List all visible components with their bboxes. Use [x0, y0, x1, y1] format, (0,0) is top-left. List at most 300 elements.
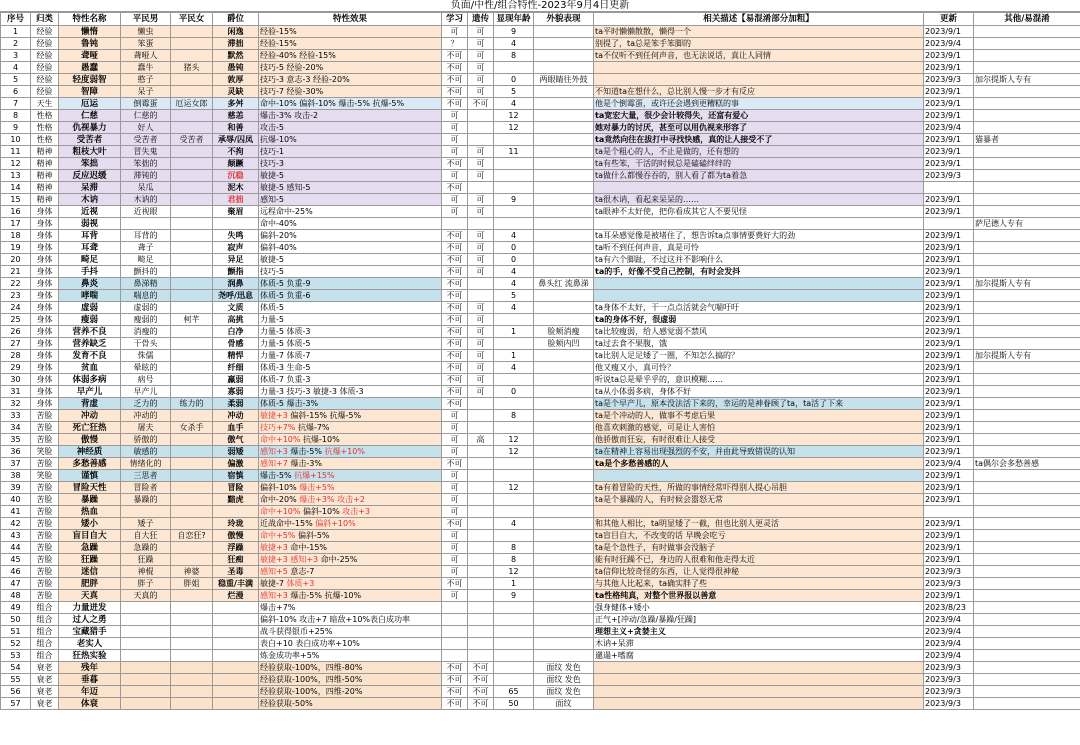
- table-cell: 正气+[冲动/急躁/暴躁/狂躁]: [594, 614, 924, 626]
- table-cell: 不可: [442, 86, 468, 98]
- table-cell: [171, 254, 213, 266]
- table-cell: ta听不到任何声音，真是可怜: [594, 242, 924, 254]
- table-cell: 老实人: [59, 638, 121, 650]
- table-cell: 暴躁的: [121, 494, 171, 506]
- table-cell: 多愁善感: [59, 458, 121, 470]
- table-cell: 耳聋: [59, 242, 121, 254]
- table-cell: 聚眉: [213, 206, 259, 218]
- table-cell: [534, 566, 594, 578]
- table-cell: 28: [1, 350, 31, 362]
- table-cell: [974, 38, 1080, 50]
- table-cell: [171, 326, 213, 338]
- table-cell: [468, 182, 494, 194]
- table-cell: 2023/9/3: [924, 674, 974, 686]
- table-cell: 12: [494, 110, 534, 122]
- table-cell: 26: [1, 326, 31, 338]
- table-cell: [171, 194, 213, 206]
- table-cell: 4: [494, 230, 534, 242]
- table-cell: 发育不良: [59, 350, 121, 362]
- table-cell: [534, 614, 594, 626]
- table-cell: [213, 638, 259, 650]
- table-cell: 年迈: [59, 686, 121, 698]
- table-row: [1, 458, 1080, 470]
- table-cell: [534, 302, 594, 314]
- table-cell: 感知+3 爆击-5% 抗爆-10%: [259, 590, 442, 602]
- table-cell: [213, 698, 259, 710]
- table-cell: 不可: [442, 74, 468, 86]
- table-cell: 可: [442, 146, 468, 158]
- table-cell: 2023/9/4: [924, 626, 974, 638]
- table-cell: 不可: [468, 674, 494, 686]
- table-cell: 不可: [442, 338, 468, 350]
- table-cell: 偏斜-10% 爆击+5%: [259, 482, 442, 494]
- table-cell: 不可: [442, 266, 468, 278]
- table-cell: ta是个冲动的人，做事不考虑后果: [594, 410, 924, 422]
- table-cell: 寡弱: [213, 386, 259, 398]
- table-cell: 4: [494, 362, 534, 374]
- table-cell: [213, 506, 259, 518]
- table-cell: 56: [1, 686, 31, 698]
- column-header: 显现年龄: [494, 13, 534, 26]
- table-cell: ta眼神不太好使，把你看成其它人不要见怪: [594, 206, 924, 218]
- table-cell: 可: [468, 386, 494, 398]
- table-cell: 颤抖的: [121, 266, 171, 278]
- table-row: [1, 338, 1080, 350]
- table-cell: 5: [494, 86, 534, 98]
- table-cell: 身体: [31, 242, 59, 254]
- table-cell: [534, 122, 594, 134]
- table-cell: [494, 422, 534, 434]
- table-cell: 14: [1, 182, 31, 194]
- table-row: [1, 410, 1080, 422]
- table-cell: 神棍: [121, 566, 171, 578]
- table-cell: ta信仰比较奇怪的东西，让人觉得很神秘: [594, 566, 924, 578]
- column-header: 特性效果: [259, 13, 442, 26]
- table-row: [1, 578, 1080, 590]
- table-cell: 君拙: [213, 194, 259, 206]
- table-row: [1, 590, 1080, 602]
- table-row: [1, 662, 1080, 674]
- table-cell: 组合: [31, 602, 59, 614]
- table-cell: [171, 446, 213, 458]
- table-cell: 弱矮: [213, 446, 259, 458]
- table-cell: 宿慎: [213, 470, 259, 482]
- table-cell: [594, 470, 924, 482]
- table-cell: [974, 614, 1080, 626]
- table-cell: [213, 614, 259, 626]
- table-cell: 不可: [442, 182, 468, 194]
- table-cell: 不可: [442, 98, 468, 110]
- table-cell: 加尔提斯人专有: [974, 278, 1080, 290]
- table-cell: 感知+5 意志-7: [259, 566, 442, 578]
- table-cell: 8: [494, 542, 534, 554]
- table-cell: 他是个倒霉蛋，或许还会遇到更糟糕的事: [594, 98, 924, 110]
- table-cell: [121, 218, 171, 230]
- table-cell: 可: [442, 170, 468, 182]
- table-cell: [171, 374, 213, 386]
- table-cell: [534, 290, 594, 302]
- table-cell: 2023/9/1: [924, 206, 974, 218]
- table-cell: 5: [1, 74, 31, 86]
- table-cell: 近视: [59, 206, 121, 218]
- table-row: [1, 482, 1080, 494]
- traits-table: [0, 12, 1080, 710]
- table-row: [1, 350, 1080, 362]
- table-cell: 46: [1, 566, 31, 578]
- table-cell: 过人之勇: [59, 614, 121, 626]
- table-cell: [494, 206, 534, 218]
- table-cell: [494, 398, 534, 410]
- table-cell: 2023/9/1: [924, 266, 974, 278]
- table-cell: [468, 482, 494, 494]
- table-cell: [534, 554, 594, 566]
- table-cell: 不可: [442, 62, 468, 74]
- table-cell: [974, 662, 1080, 674]
- table-cell: 聋子: [121, 242, 171, 254]
- table-cell: 身体: [31, 350, 59, 362]
- table-cell: [171, 542, 213, 554]
- table-row: [1, 86, 1080, 98]
- table-cell: [594, 218, 924, 230]
- table-cell: [171, 206, 213, 218]
- table-cell: [171, 362, 213, 374]
- table-row: [1, 74, 1080, 86]
- table-cell: 1: [494, 326, 534, 338]
- table-cell: 2023/9/1: [924, 242, 974, 254]
- table-cell: 晕眩的: [121, 362, 171, 374]
- table-cell: 可: [442, 122, 468, 134]
- table-cell: [594, 686, 924, 698]
- table-cell: 偏斜-20%: [259, 230, 442, 242]
- table-cell: 可: [468, 86, 494, 98]
- table-cell: 呆瓜: [121, 182, 171, 194]
- table-cell: 2023/9/1: [924, 302, 974, 314]
- table-cell: 好人: [121, 122, 171, 134]
- table-cell: 力量-5: [259, 314, 442, 326]
- table-cell: [468, 110, 494, 122]
- table-cell: ta偶尔会多愁善感: [974, 458, 1080, 470]
- table-cell: 血手: [213, 422, 259, 434]
- table-cell: [171, 242, 213, 254]
- table-cell: [494, 458, 534, 470]
- table-cell: [974, 518, 1080, 530]
- table-cell: [121, 614, 171, 626]
- table-cell: 呆滞: [59, 182, 121, 194]
- table-cell: 3: [1, 50, 31, 62]
- table-cell: 34: [1, 422, 31, 434]
- table-cell: 命中-20% 爆击+3% 攻击+2: [259, 494, 442, 506]
- table-cell: 可: [468, 230, 494, 242]
- table-cell: ta比较瘦弱，给人感觉弱不禁风: [594, 326, 924, 338]
- table-cell: 19: [1, 242, 31, 254]
- table-cell: [442, 638, 468, 650]
- table-cell: [534, 350, 594, 362]
- table-cell: 急躁的: [121, 542, 171, 554]
- table-cell: 苦脸: [31, 554, 59, 566]
- table-cell: 苦脸: [31, 422, 59, 434]
- table-row: [1, 554, 1080, 566]
- table-cell: [974, 290, 1080, 302]
- table-cell: [974, 62, 1080, 74]
- table-cell: 滞钝的: [121, 170, 171, 182]
- table-cell: 4: [494, 518, 534, 530]
- table-cell: 21: [1, 266, 31, 278]
- table-cell: 可: [442, 434, 468, 446]
- table-cell: 30: [1, 374, 31, 386]
- table-cell: 1: [494, 578, 534, 590]
- table-cell: [468, 398, 494, 410]
- table-cell: 衰老: [31, 662, 59, 674]
- table-cell: [171, 74, 213, 86]
- table-row: [1, 182, 1080, 194]
- table-cell: [171, 650, 213, 662]
- table-cell: 矮子: [121, 518, 171, 530]
- table-cell: 组合: [31, 614, 59, 626]
- table-cell: [534, 374, 594, 386]
- table-cell: 羸弱: [213, 374, 259, 386]
- table-cell: 身体: [31, 302, 59, 314]
- table-cell: 营养不良: [59, 326, 121, 338]
- table-cell: [974, 542, 1080, 554]
- table-cell: 不可: [442, 398, 468, 410]
- table-cell: 4: [1, 62, 31, 74]
- table-cell: ta很木讷，看起来呆呆的……: [594, 194, 924, 206]
- table-cell: [974, 374, 1080, 386]
- table-cell: 远程命中-25%: [259, 206, 442, 218]
- table-row: [1, 158, 1080, 170]
- table-cell: [494, 338, 534, 350]
- table-cell: 病号: [121, 374, 171, 386]
- table-cell: 不可: [442, 242, 468, 254]
- table-cell: [468, 638, 494, 650]
- table-cell: ta有着冒险的天性，所做的事情经常吓得别人提心吊胆: [594, 482, 924, 494]
- table-cell: 敏捷-5 感知-5: [259, 182, 442, 194]
- table-cell: 厄运女郎: [171, 98, 213, 110]
- sheet-title: 负面/中性/组合特性-2023年9月4日更新: [0, 0, 1080, 12]
- table-row: [1, 530, 1080, 542]
- table-cell: 不可: [442, 362, 468, 374]
- table-cell: 12: [494, 446, 534, 458]
- table-cell: 爆击-3% 攻击-2: [259, 110, 442, 122]
- table-cell: [171, 614, 213, 626]
- table-cell: 2023/9/4: [924, 638, 974, 650]
- table-cell: [442, 650, 468, 662]
- table-cell: 8: [1, 110, 31, 122]
- table-row: [1, 422, 1080, 434]
- table-cell: 衰老: [31, 698, 59, 710]
- table-cell: [121, 674, 171, 686]
- table-cell: [468, 578, 494, 590]
- table-cell: [213, 602, 259, 614]
- table-cell: 练力的: [171, 398, 213, 410]
- table-cell: 技巧-1: [259, 146, 442, 158]
- table-cell: 苦脸: [31, 434, 59, 446]
- table-cell: 精神: [31, 182, 59, 194]
- table-cell: 65: [494, 686, 534, 698]
- table-cell: 爆击+7%: [259, 602, 442, 614]
- table-cell: 哮喘: [59, 290, 121, 302]
- table-cell: 智障: [59, 86, 121, 98]
- table-cell: [171, 674, 213, 686]
- table-cell: [974, 158, 1080, 170]
- table-cell: 身体: [31, 230, 59, 242]
- table-cell: 柔弱: [213, 398, 259, 410]
- table-cell: 性格: [31, 122, 59, 134]
- table-cell: 42: [1, 518, 31, 530]
- table-cell: 手抖: [59, 266, 121, 278]
- table-cell: 25: [1, 314, 31, 326]
- table-cell: 经验: [31, 62, 59, 74]
- table-row: [1, 650, 1080, 662]
- table-cell: 2023/9/4: [924, 122, 974, 134]
- table-cell: 8: [494, 50, 534, 62]
- table-cell: 理想主义+贪婪主义: [594, 626, 924, 638]
- table-cell: 敏捷+3 命中-15%: [259, 542, 442, 554]
- table-cell: [213, 662, 259, 674]
- table-cell: 营养缺乏: [59, 338, 121, 350]
- table-cell: 32: [1, 398, 31, 410]
- table-cell: [974, 446, 1080, 458]
- table-cell: 精悍: [213, 350, 259, 362]
- table-cell: [494, 530, 534, 542]
- table-cell: 可: [468, 266, 494, 278]
- table-cell: ta平时懒懒散散，懒得一个: [594, 26, 924, 38]
- table-cell: 瘦弱的: [121, 314, 171, 326]
- table-cell: 近视眼: [121, 206, 171, 218]
- table-cell: [171, 470, 213, 482]
- table-cell: 苦脸: [31, 542, 59, 554]
- table-cell: 2023/9/1: [924, 338, 974, 350]
- table-cell: 24: [1, 302, 31, 314]
- table-cell: 2023/9/3: [924, 662, 974, 674]
- table-cell: 宝藏猎手: [59, 626, 121, 638]
- table-cell: 她对暴力的讨厌，甚至可以用仇视来形容了: [594, 122, 924, 134]
- table-cell: 衰老: [31, 674, 59, 686]
- table-cell: 1: [1, 26, 31, 38]
- table-cell: 2023/9/1: [924, 254, 974, 266]
- table-cell: [121, 698, 171, 710]
- table-cell: 冒险天性: [59, 482, 121, 494]
- table-cell: 仁慈: [59, 110, 121, 122]
- table-cell: [974, 650, 1080, 662]
- table-cell: [974, 578, 1080, 590]
- table-cell: 不知道ta在想什么，总比别人慢一步才有反应: [594, 86, 924, 98]
- table-cell: [468, 566, 494, 578]
- table-cell: 22: [1, 278, 31, 290]
- table-cell: 鼻炎: [59, 278, 121, 290]
- table-row: [1, 50, 1080, 62]
- table-row: [1, 542, 1080, 554]
- table-cell: 体质-3 生命-5: [259, 362, 442, 374]
- table-cell: 可: [468, 338, 494, 350]
- table-cell: 异足: [213, 254, 259, 266]
- table-cell: 2023/9/1: [924, 518, 974, 530]
- table-cell: ta比别人足足矮了一圈，不知怎么搞的？: [594, 350, 924, 362]
- table-cell: 力量迸发: [59, 602, 121, 614]
- table-cell: 脸颊消瘦: [534, 326, 594, 338]
- table-cell: [171, 266, 213, 278]
- table-cell: 经验获取-100%，四维-80%: [259, 662, 442, 674]
- table-cell: 2023/9/1: [924, 530, 974, 542]
- table-cell: [171, 686, 213, 698]
- table-cell: [594, 662, 924, 674]
- table-cell: 与其他人比起来，ta确实胖了些: [594, 578, 924, 590]
- table-cell: 可: [442, 542, 468, 554]
- column-header: 外貌表现: [534, 13, 594, 26]
- table-cell: [468, 506, 494, 518]
- table-cell: [171, 86, 213, 98]
- table-cell: 2023/9/1: [924, 194, 974, 206]
- table-cell: [974, 398, 1080, 410]
- table-cell: ta的身体不好，很虚弱: [594, 314, 924, 326]
- table-cell: [534, 650, 594, 662]
- table-cell: ta有六个脚趾，不过这并不影响什么: [594, 254, 924, 266]
- table-cell: [534, 410, 594, 422]
- table-cell: 可: [468, 206, 494, 218]
- table-cell: 可: [468, 158, 494, 170]
- table-cell: 可: [442, 194, 468, 206]
- table-cell: 技巧-5: [259, 266, 442, 278]
- table-cell: 苦脸: [31, 482, 59, 494]
- table-cell: 不可: [442, 674, 468, 686]
- column-header: 归类: [31, 13, 59, 26]
- table-cell: [494, 62, 534, 74]
- table-cell: 2023/9/1: [924, 362, 974, 374]
- table-cell: 苦脸: [31, 590, 59, 602]
- table-cell: 2023/9/3: [924, 566, 974, 578]
- table-cell: 天真: [59, 590, 121, 602]
- table-cell: 体弱多病: [59, 374, 121, 386]
- table-cell: 不可: [468, 686, 494, 698]
- table-cell: [213, 686, 259, 698]
- table-cell: [171, 158, 213, 170]
- table-cell: 不可: [442, 290, 468, 302]
- table-cell: [974, 602, 1080, 614]
- table-cell: 不可: [442, 662, 468, 674]
- table-cell: 可: [468, 242, 494, 254]
- table-row: [1, 518, 1080, 530]
- table-cell: 6: [1, 86, 31, 98]
- table-cell: 不可: [442, 374, 468, 386]
- column-header: 遗传: [468, 13, 494, 26]
- table-cell: 不可: [442, 158, 468, 170]
- table-cell: 浮躁: [213, 542, 259, 554]
- table-cell: [468, 278, 494, 290]
- table-cell: 高挑: [213, 314, 259, 326]
- table-row: [1, 62, 1080, 74]
- table-cell: 力量-7 体质-7: [259, 350, 442, 362]
- table-cell: 经验: [31, 38, 59, 50]
- table-row: [1, 506, 1080, 518]
- table-row: [1, 122, 1080, 134]
- table-cell: ta从小体弱多病，身体不好: [594, 386, 924, 398]
- table-cell: [442, 614, 468, 626]
- table-row: [1, 638, 1080, 650]
- table-cell: 2023/9/4: [924, 650, 974, 662]
- table-cell: 粗枝大叶: [59, 146, 121, 158]
- table-cell: [171, 290, 213, 302]
- table-cell: [468, 446, 494, 458]
- table-cell: [171, 50, 213, 62]
- table-cell: 矮小: [59, 518, 121, 530]
- table-cell: [534, 434, 594, 446]
- table-cell: [534, 578, 594, 590]
- table-cell: 2023/9/1: [924, 278, 974, 290]
- table-row: [1, 698, 1080, 710]
- table-cell: ta在精神上容易出现强烈的不安，并由此导致错误的认知: [594, 446, 924, 458]
- table-cell: 可: [442, 590, 468, 602]
- table-cell: [594, 506, 924, 518]
